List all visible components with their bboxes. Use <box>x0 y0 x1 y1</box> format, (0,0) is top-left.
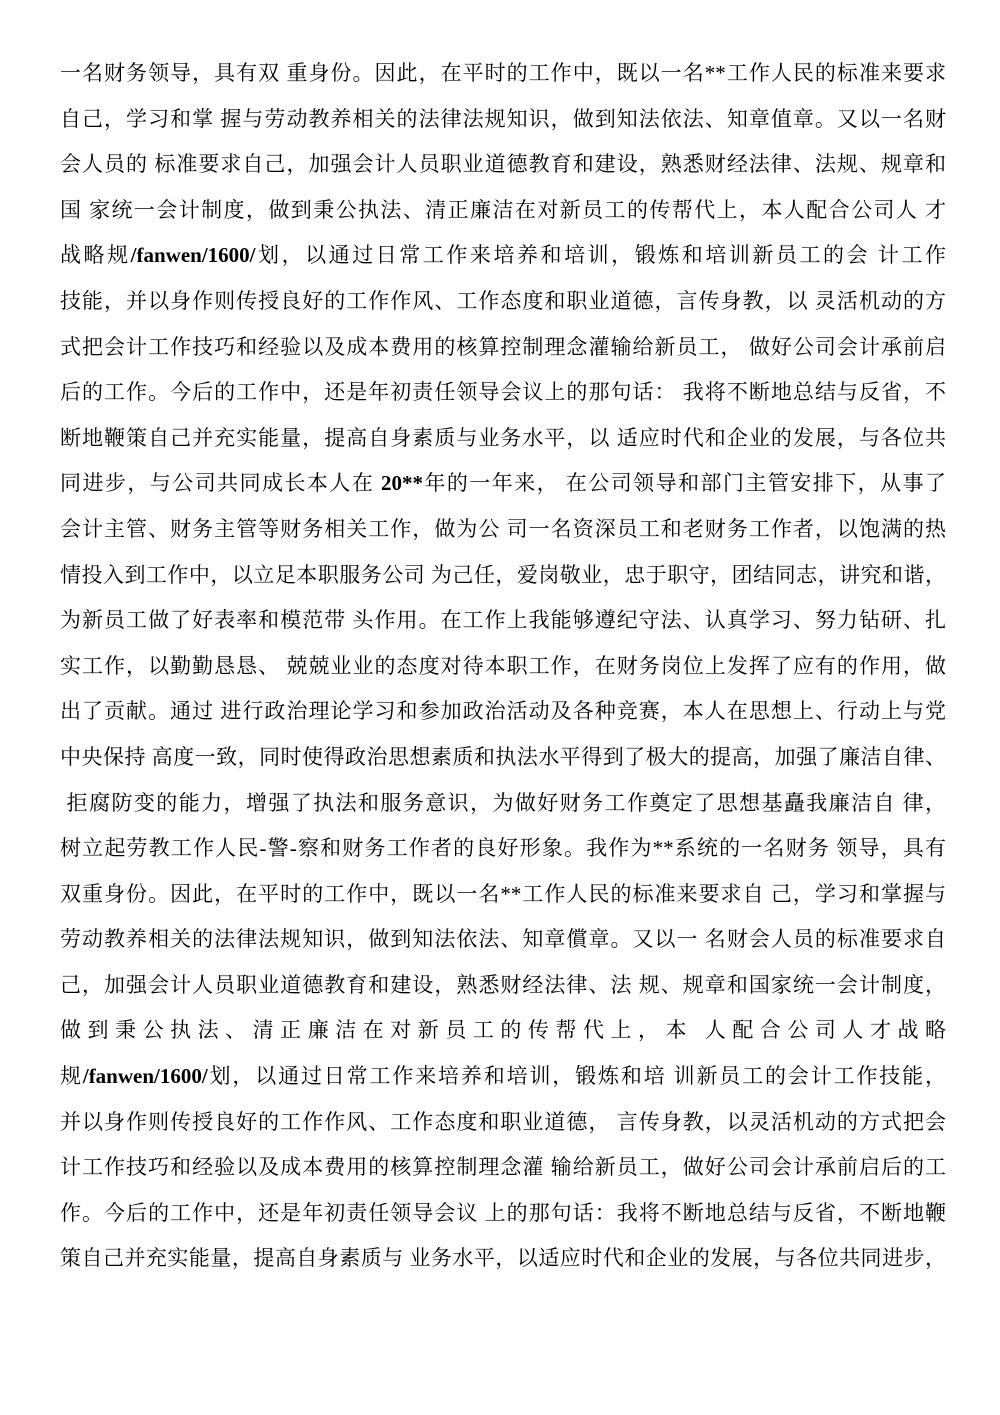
text-line <box>60 826 946 872</box>
text-line <box>60 598 946 644</box>
text-run: 断地鞭策自己并充实能量，提高自身素质与业务水平，以 适应时代和企业的发展，与各位共 <box>60 425 946 450</box>
text-run: 计工作技巧和经验以及成本费用的核算控制理念灌 输给新员工，做好公司会计承前启后的工 <box>60 1155 946 1180</box>
text-run: 实工作，以勤勤恳恳、 兢兢业业的态度对待本职工作，在财务岗位上发挥了应有的作用，做 <box>60 653 946 678</box>
text-run: 划，以通过日常工作来培养和培训，锻炼和培训新员工的会 计工作 <box>255 243 947 268</box>
text-run: 国 家统一会计制度，做到秉公执法、清正廉洁在对新员工的传帮代上，本人配合公司人 才 <box>60 197 946 222</box>
text-line <box>60 279 946 325</box>
text-line <box>60 233 946 279</box>
text-run: 双重身份。因此，在平时的工作中，既以一名**工作人民的标准来要求自 己，学习和掌握与 <box>60 881 946 906</box>
text-run: 自己，学习和掌 握与劳动教养相关的法律法规知识，做到知法依法、知章值章。又以一名财 <box>60 106 946 131</box>
text-line <box>60 507 946 553</box>
essay-body <box>60 51 946 1282</box>
text-line <box>60 644 946 690</box>
text-run: 式把会计工作技巧和经验以及成本费用的核算控制理念灌输给新员工， 做好公司会计承前启 <box>60 334 946 359</box>
text-run: 技能，并以身作则传授良好的工作作风、工作态度和职业道德，言传身教，以 灵活机动的方 <box>60 288 946 313</box>
text-line <box>60 461 946 507</box>
text-run: 中央保持 高度一致，同时使得政治思想素质和执法水平得到了极大的提高，加强了廉洁自律、 <box>60 744 946 769</box>
text-run: 后的工作。今后的工作中，还是年初责任领导会议上的那句话： 我将不断地总结与反省，不 <box>60 380 946 405</box>
text-line <box>60 689 946 735</box>
text-run: 划，以通过日常工作来培养和培训，锻炼和培 训新员工的会计工作技能， <box>207 1064 947 1089</box>
text-run: 树立起劳教工作人民-警-察和财务工作者的良好形象。我作为**系统的一名财务 领导，具有 <box>60 836 946 861</box>
text-line <box>60 781 946 827</box>
bold-text-run: /fanwen/1600/ <box>130 243 256 268</box>
text-line <box>60 142 946 188</box>
text-line <box>60 963 946 1009</box>
text-run: 为新员工做了好表率和模范带 头作用。在工作上我能够遵纪守法、认真学习、努力钻研、扎 <box>60 608 946 633</box>
text-line <box>60 97 946 143</box>
text-line <box>60 735 946 781</box>
text-line <box>60 1054 946 1100</box>
text-line <box>60 325 946 371</box>
text-line <box>60 1008 946 1054</box>
text-line <box>60 1100 946 1146</box>
text-line <box>60 51 946 97</box>
text-run: 会人员的 标准要求自己，加强会计人员职业道德教育和建设，熟悉财经法律、法规、规章和 <box>60 152 946 177</box>
text-run: 做到秉公执法、清正廉洁在对新员工的传帮代上，本 人配合公司人才战略 <box>60 1018 946 1043</box>
text-run: 并以身作则传授良好的工作作风、工作态度和职业道德， 言传身教，以灵活机动的方式把会 <box>60 1109 946 1134</box>
text-line <box>60 370 946 416</box>
text-line <box>60 188 946 234</box>
text-run: 同进步，与公司共同成长本人在 <box>60 471 381 496</box>
text-run: 情投入到工作中，以立足本职服务公司 为己任，爱岗敬业，忠于职守，团结同志，讲究和谐， <box>60 562 946 587</box>
text-run: 规 <box>60 1064 83 1089</box>
text-run: 策自己并充实能量，提高自身素质与 业务水平，以适应时代和企业的发展，与各位共同进步， <box>60 1246 946 1271</box>
text-run: 会计主管、财务主管等财务相关工作，做为公 司一名资深员工和老财务工作者，以饱满的热 <box>60 516 946 541</box>
text-run: 年的一年来， 在公司领导和部门主管安排下，从事了 <box>422 471 947 496</box>
text-line <box>60 1191 946 1237</box>
bold-text-run: /fanwen/1600/ <box>82 1064 208 1089</box>
text-line <box>60 1236 946 1282</box>
text-run: 出了贡献。通过 进行政治理论学习和参加政治活动及各种竞赛，本人在思想上、行动上与党 <box>60 699 946 724</box>
bold-text-run: 20** <box>380 471 423 496</box>
text-run: 劳动教养相关的法律法规知识，做到知法依法、知章償章。又以一 名财会人员的标准要求自 <box>60 927 946 952</box>
text-run: 己，加强会计人员职业道德教育和建设，熟悉财经法律、法 规、规章和国家统一会计制度， <box>60 972 946 997</box>
text-line <box>60 416 946 462</box>
text-line <box>60 872 946 918</box>
text-run: 作。今后的工作中，还是年初责任领导会议 上的那句话：我将不断地总结与反省，不断地鞭 <box>60 1200 946 1225</box>
text-run: 战略规 <box>60 243 131 268</box>
text-line <box>60 917 946 963</box>
text-run: 一名财务领导，具有双 重身份。因此，在平时的工作中，既以一名**工作人民的标准来要求 <box>60 61 946 85</box>
text-run: 拒腐防变的能力，增强了执法和服务意识，为做好财务工作奠定了思想基矗我廉洁自 律， <box>60 790 946 815</box>
text-line <box>60 553 946 599</box>
text-line <box>60 1145 946 1191</box>
